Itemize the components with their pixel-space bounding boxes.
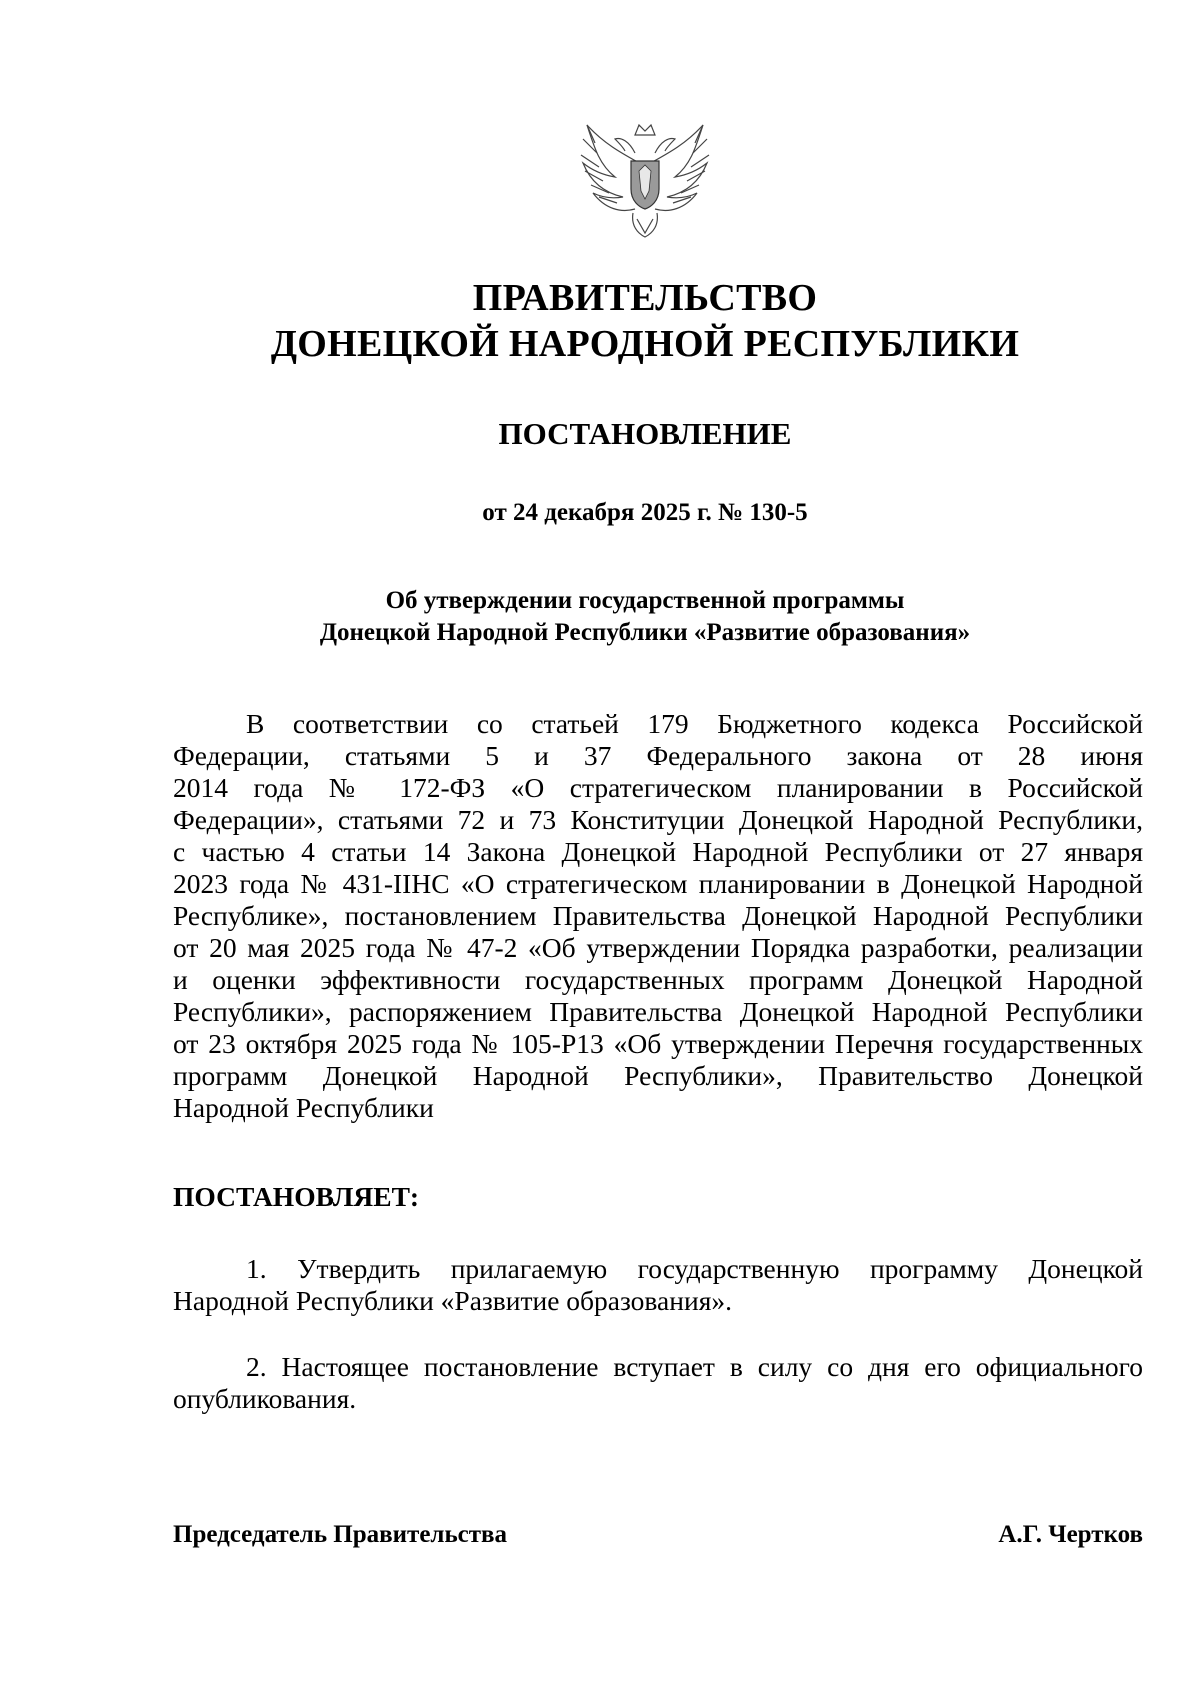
preamble-line: от 20 мая 2025 года № 47-2 «Об утверждении Порядка разработки, реализации xyxy=(173,932,1143,963)
document-subject xyxy=(0,585,1200,649)
preamble-line: В соответствии со статьей 179 Бюджетного кодекса Российской xyxy=(246,708,1143,739)
preamble-line: Федерации, статьями 5 и 37 Федерального закона от 28 июня xyxy=(173,740,1143,771)
preamble-line: и оценки эффективности государственных программ Донецкой Народной xyxy=(173,964,1143,995)
subject-line2: Донецкой Народной Республики «Развитие образования» xyxy=(319,619,971,646)
item-line: опубликования. xyxy=(173,1383,357,1414)
preamble-line: от 23 октября 2025 года № 105-Р13 «Об утверждении Перечня государственных xyxy=(173,1028,1143,1059)
resolution-item-1 xyxy=(173,1253,1143,1317)
preamble-line: Народной Республики xyxy=(173,1092,434,1123)
document-type: ПОСТАНОВЛЕНИЕ xyxy=(498,416,792,451)
resolves-heading: ПОСТАНОВЛЯЕТ: xyxy=(173,1181,420,1212)
preamble-line: Республике», постановлением Правительства Донецкой Народной Республики xyxy=(173,900,1143,931)
item-line: Народной Республики «Развитие образования». xyxy=(173,1285,732,1316)
item-line: 2. Настоящее постановление вступает в силу со дня его официального xyxy=(246,1351,1143,1382)
preamble-line: 2014 года № 172-ФЗ «О стратегическом планировании в Российской xyxy=(173,772,1143,803)
document-date-number: от 24 декабря 2025 г. № 130-5 xyxy=(482,499,808,526)
government-title-line1: ПРАВИТЕЛЬСТВО xyxy=(472,277,818,319)
item-line: 1. Утвердить прилагаемую государственную программу Донецкой xyxy=(246,1253,1143,1284)
preamble-line: программ Донецкой Народной Республики», Правительство Донецкой xyxy=(173,1060,1143,1091)
signatory-name: А.Г. Чертков xyxy=(998,1521,1143,1548)
preamble-line: Республики», распоряжением Правительства Донецкой Народной Республики xyxy=(173,996,1143,1027)
preamble-line: 2023 года № 431-IIНС «О стратегическом планировании в Донецкой Народной xyxy=(173,868,1143,899)
coat-of-arms-icon xyxy=(565,105,725,255)
resolution-item-2 xyxy=(173,1351,1143,1415)
government-title-line2: ДОНЕЦКОЙ НАРОДНОЙ РЕСПУБЛИКИ xyxy=(270,323,1020,365)
preamble-line: с частью 4 статьи 14 Закона Донецкой Народной Республики от 27 января xyxy=(173,836,1143,867)
signatory-position: Председатель Правительства xyxy=(173,1521,508,1548)
preamble-paragraph xyxy=(173,708,1143,1124)
subject-line1: Об утверждении государственной программы xyxy=(385,587,905,614)
preamble-line: Федерации», статьями 72 и 73 Конституции Донецкой Народной Республики, xyxy=(173,804,1143,835)
